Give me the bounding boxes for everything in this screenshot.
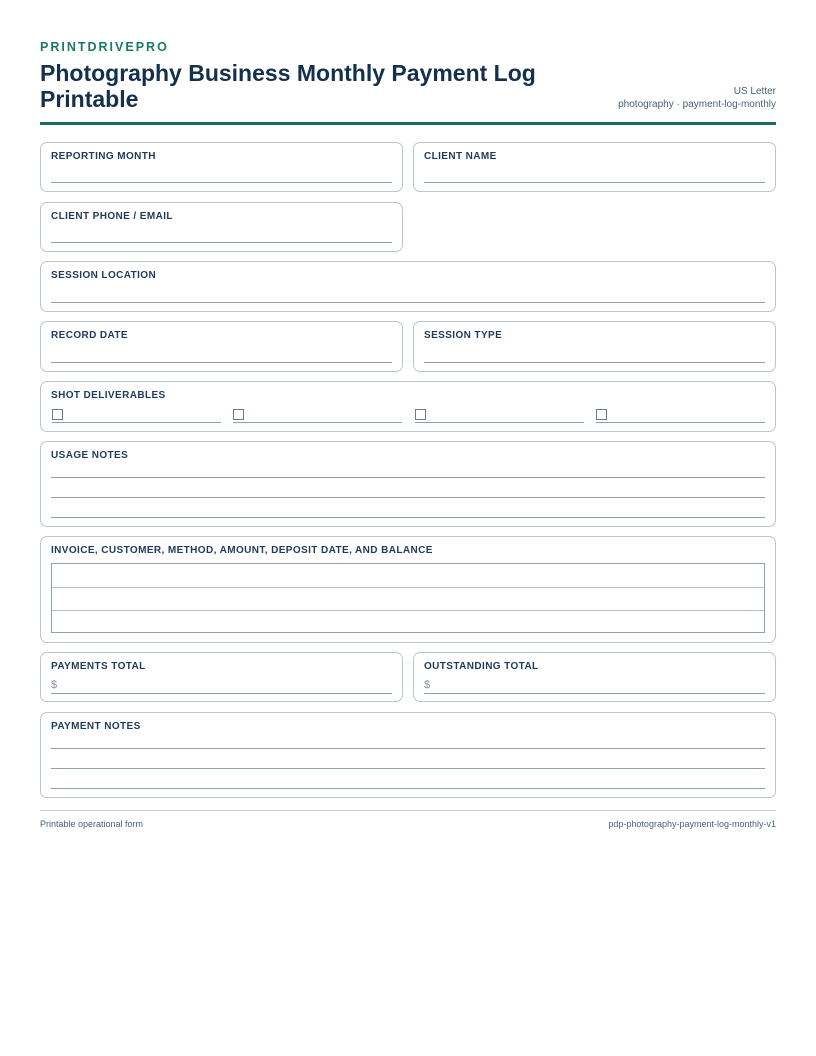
document-tags: photography · payment-log-monthly xyxy=(618,99,776,110)
session-type-card xyxy=(413,321,776,372)
footer-left-text: Printable operational form xyxy=(40,819,144,829)
outstanding-total-field[interactable] xyxy=(424,693,765,694)
payment-notes-line-1[interactable] xyxy=(51,748,765,749)
footer-form-id: pdp-photography-payment-log-monthly-v1 xyxy=(608,819,776,829)
usage-notes-label: USAGE NOTES xyxy=(51,450,129,461)
payments-total-currency: $ xyxy=(51,679,58,691)
payment-table[interactable] xyxy=(51,563,765,633)
client-contact-label: CLIENT PHONE / EMAIL xyxy=(51,211,173,222)
outstanding-total-currency: $ xyxy=(424,679,431,691)
page-title: Photography Business Monthly Payment Log Printable xyxy=(40,60,536,112)
session-location-field[interactable] xyxy=(51,302,765,303)
deliverable-checkbox-4[interactable] xyxy=(596,409,607,420)
deliverable-checkbox-3[interactable] xyxy=(415,409,426,420)
reporting-month-label: REPORTING MONTH xyxy=(51,151,156,162)
deliverable-checkbox-2[interactable] xyxy=(233,409,244,420)
usage-notes-card xyxy=(40,441,776,527)
session-type-field[interactable] xyxy=(424,362,765,363)
payment-notes-card xyxy=(40,712,776,798)
outstanding-total-card xyxy=(413,652,776,702)
record-date-field[interactable] xyxy=(51,362,392,363)
table-row-divider xyxy=(52,587,764,588)
deliverable-line-1[interactable] xyxy=(52,422,221,423)
payment-notes-line-3[interactable] xyxy=(51,788,765,789)
session-location-card xyxy=(40,261,776,312)
footer-divider xyxy=(40,810,776,811)
payment-notes-label: PAYMENT NOTES xyxy=(51,721,141,732)
payments-total-card xyxy=(40,652,403,702)
deliverable-line-4[interactable] xyxy=(596,422,765,423)
outstanding-total-label: OUTSTANDING TOTAL xyxy=(424,661,539,672)
client-name-field[interactable] xyxy=(424,182,765,183)
usage-notes-line-1[interactable] xyxy=(51,477,765,478)
deliverable-checkbox-1[interactable] xyxy=(52,409,63,420)
brand-name: PRINTDRIVEPRO xyxy=(40,40,169,54)
session-type-label: SESSION TYPE xyxy=(424,330,503,341)
usage-notes-line-3[interactable] xyxy=(51,517,765,518)
client-contact-field[interactable] xyxy=(51,242,392,243)
paper-size: US Letter xyxy=(733,86,776,97)
payments-total-label: PAYMENTS TOTAL xyxy=(51,661,146,672)
payment-table-label: INVOICE, CUSTOMER, METHOD, AMOUNT, DEPOSIT DATE, AND BALANCE xyxy=(51,545,433,556)
client-name-label: CLIENT NAME xyxy=(424,151,497,162)
shot-deliverables-label: SHOT DELIVERABLES xyxy=(51,390,166,401)
document-meta xyxy=(618,85,776,111)
payment-notes-line-2[interactable] xyxy=(51,768,765,769)
deliverable-line-3[interactable] xyxy=(415,422,584,423)
reporting-month-card xyxy=(40,142,403,192)
record-date-label: RECORD DATE xyxy=(51,330,128,341)
table-row-divider xyxy=(52,610,764,611)
client-contact-card xyxy=(40,202,403,252)
client-name-card xyxy=(413,142,776,192)
record-date-card xyxy=(40,321,403,372)
shot-deliverables-card xyxy=(40,381,776,432)
usage-notes-line-2[interactable] xyxy=(51,497,765,498)
reporting-month-field[interactable] xyxy=(51,182,392,183)
payment-table-card xyxy=(40,536,776,643)
payments-total-field[interactable] xyxy=(51,693,392,694)
deliverable-line-2[interactable] xyxy=(233,422,402,423)
session-location-label: SESSION LOCATION xyxy=(51,270,157,281)
header-divider xyxy=(40,122,776,125)
